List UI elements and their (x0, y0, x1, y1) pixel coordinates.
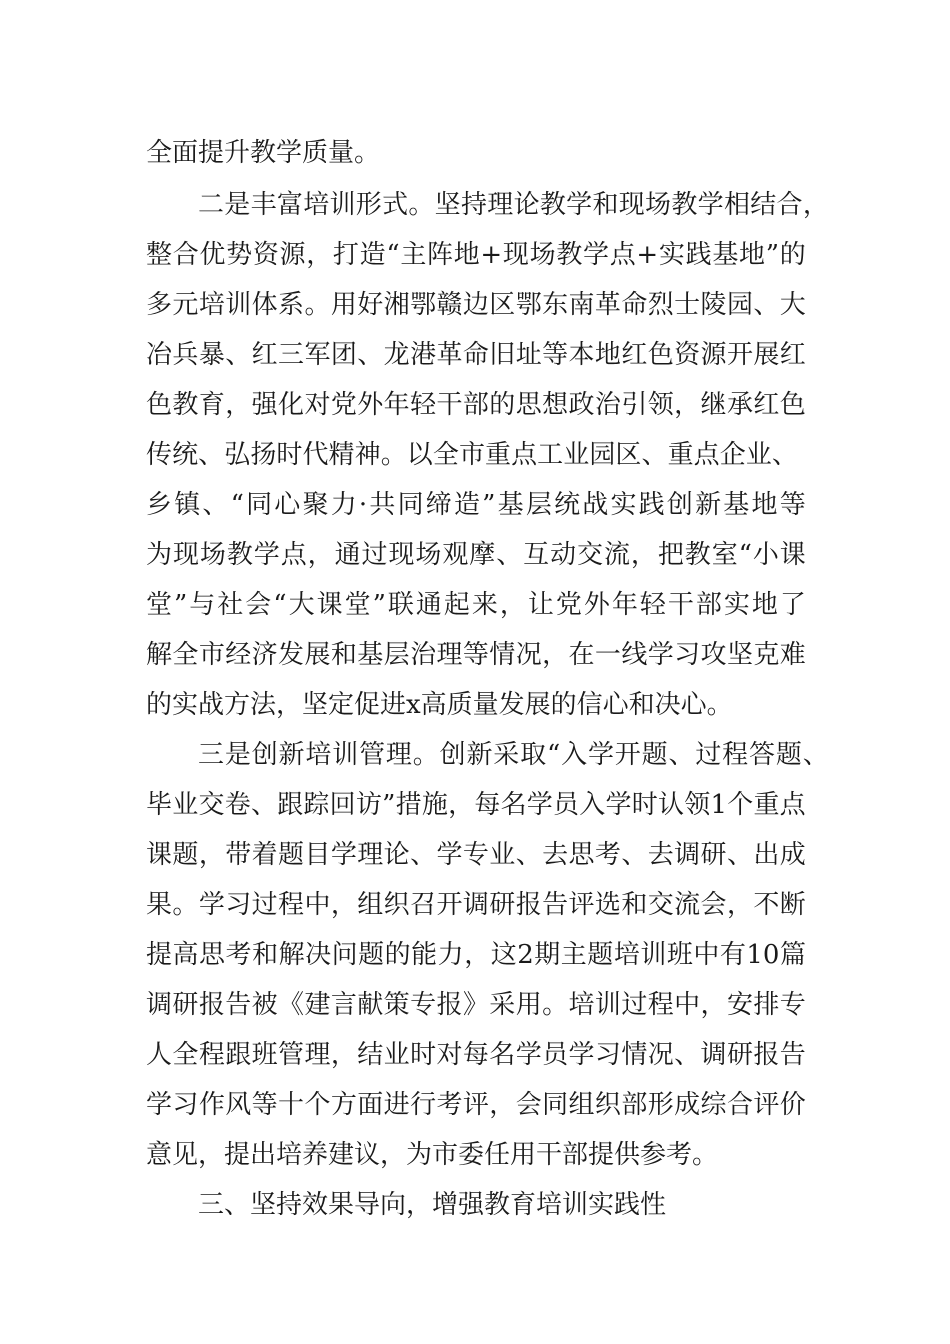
text-line: 的实战方法，坚定促进x高质量发展的信心和决心。 (146, 690, 733, 720)
text-line: 课 题 ， 带 着 题 目 学 理 论 、 学 专 业 、 去 思 考 、 去 调 研 、 出 成 (146, 840, 806, 870)
text-line: 传 统 、 弘 扬 时 代 精 神 。 以 全 市 重 点 工 业 园 区 、 重 点 企 业 、 (146, 440, 798, 470)
text-line: 整 合 优 势 资 源 ， 打 造 “ 主 阵 地 + 现 场 教 学 点 + 实 践 基 地 ” 的 (146, 240, 806, 270)
text-line: 解 全 市 经 济 发 展 和 基 层 治 理 等 情 况 ， 在 一 线 学 习 攻 坚 克 难 (146, 640, 806, 670)
section-heading: 三、坚持效果导向，增强教育培训实践性 (198, 1190, 667, 1220)
text-line: 全面提升教学质量。 (146, 138, 381, 168)
text-line: 人 全 程 跟 班 管 理 ， 结 业 时 对 每 名 学 员 学 习 情 况 、 调 研 报 告 (146, 1040, 806, 1070)
text-line: 堂 ” 与 社 会 “ 大 课 堂 ” 联 通 起 来 ， 让 党 外 年 轻 干 部 实 地 了 (146, 590, 806, 620)
text-line: 毕 业 交 卷 、 跟 踪 回 访 ” 措 施 ， 每 名 学 员 入 学 时 认 领 1 个 重 点 (146, 790, 806, 820)
text-line: 色 教 育 ， 强 化 对 党 外 年 轻 干 部 的 思 想 政 治 引 领 ， 继 承 红 色 (146, 390, 806, 420)
text-line: 冶 兵 暴 、 红 三 军 团 、 龙 港 革 命 旧 址 等 本 地 红 色 资 源 开 展 红 (146, 340, 806, 370)
text-line: 为 现 场 教 学 点 ， 通 过 现 场 观 摩 、 互 动 交 流 ， 把 教 室 “ 小 课 (146, 540, 806, 570)
text-line: 果 。 学 习 过 程 中 ， 组 织 召 开 调 研 报 告 评 选 和 交 流 会 ， 不 断 (146, 890, 806, 920)
text-line: 提 高 思 考 和 解 决 问 题 的 能 力 ， 这 2 期 主 题 培 训 班 中 有 10 篇 (146, 940, 806, 970)
text-line: 多 元 培 训 体 系 。 用 好 湘 鄂 赣 边 区 鄂 东 南 革 命 烈 士 陵 园 、 大 (146, 290, 806, 320)
text-line: 乡 镇 、 “ 同 心 聚 力 · 共 同 缔 造 ” 基 层 统 战 实 践 创 新 基 地 等 (146, 490, 806, 520)
text-line: 意见，提出培养建议，为市委任用干部提供参考。 (146, 1140, 719, 1170)
text-line: 三 是 创 新 培 训 管 理 。 创 新 采 取 “ 入 学 开 题 、 过 程 答 题 、 (198, 740, 829, 770)
text-line: 二 是 丰 富 培 训 形 式 。 坚 持 理 论 教 学 和 现 场 教 学 相 结 合 ， (198, 190, 829, 220)
text-line: 调 研 报 告 被 《 建 言 献 策 专 报 》 采 用 。 培 训 过 程 中 ， 安 排 专 (146, 990, 806, 1020)
text-line: 学 习 作 风 等 十 个 方 面 进 行 考 评 ， 会 同 组 织 部 形 成 综 合 评 价 (146, 1090, 806, 1120)
